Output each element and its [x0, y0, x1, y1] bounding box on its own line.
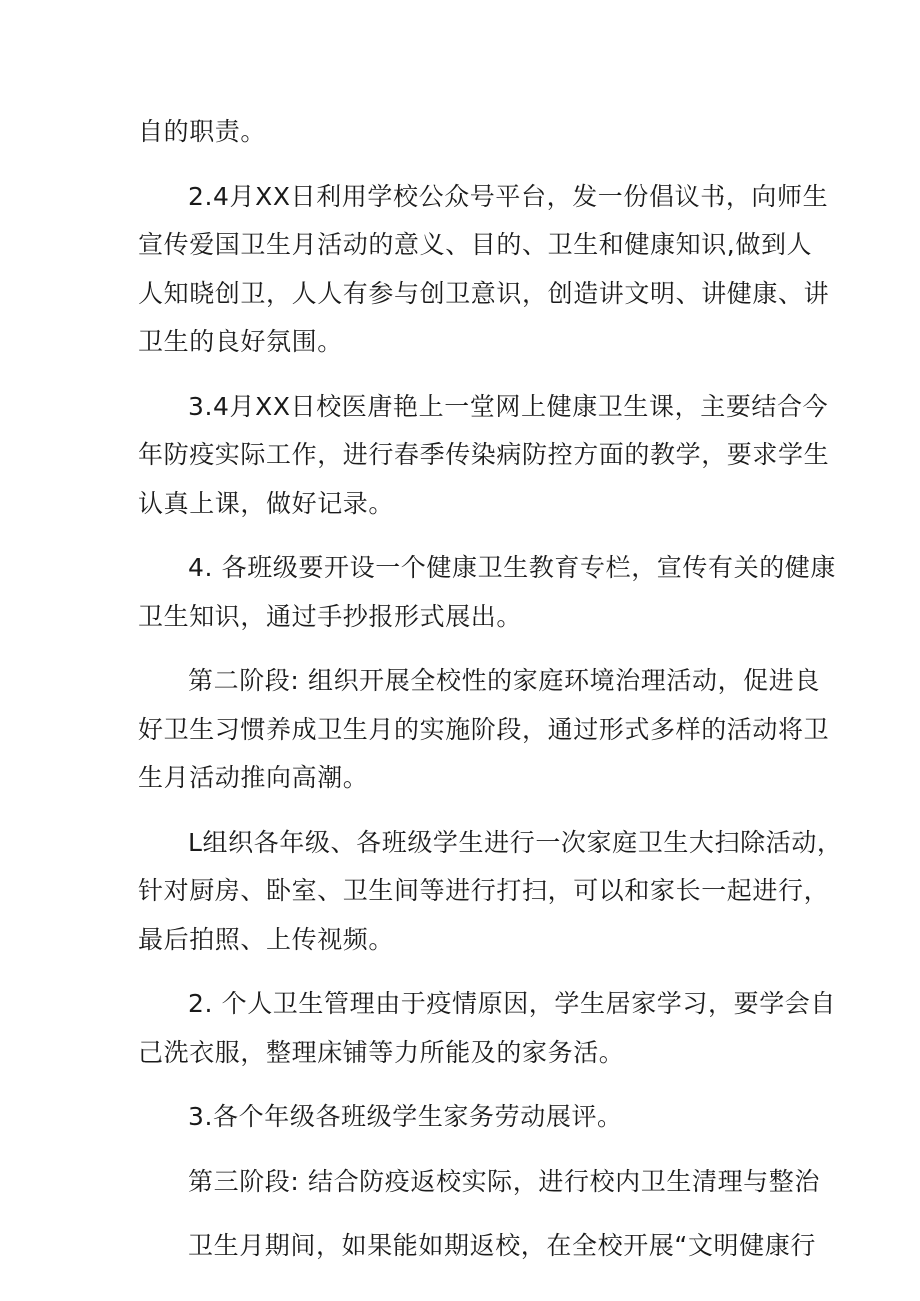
text-line: 卫生的良好氛围。 [138, 327, 343, 356]
text-line: 认真上课，做好记录。 [138, 488, 395, 518]
text-line: 卫生知识，通过手抄报形式展出。 [138, 601, 523, 631]
text-line: 好卫生习惯养成卫生月的实施阶段，通过形式多样的活动将卫 [138, 714, 830, 744]
text-line: 4. 各班级要开设一个健康卫生教育专栏，宣传有关的健康 [188, 553, 837, 582]
text-line: 自的职责。 [138, 117, 267, 146]
text-line: 宣传爱国卫生月活动的意义、目的、卫生和健康知识,做到人 [138, 230, 813, 259]
text-line: L组织各年级、各班级学生进行一次家庭卫生大扫除活动， [188, 827, 843, 857]
text-line: 第二阶段: 组织开展全校性的家庭环境治理活动，促进良 [188, 666, 820, 695]
text-line: 生月活动推向高潮。 [138, 763, 369, 792]
text-line: 2.4月XX日利用学校公众号平台，发一份倡议书，向师生 [188, 181, 829, 211]
text-line: 第三阶段: 结合防疫返校实际，进行校内卫生清理与整治 [188, 1166, 820, 1196]
text-line: 人知晓创卫，人人有参与创卫意识，创造讲文明、讲健康、讲 [138, 278, 830, 308]
document-body [138, 108, 843, 1271]
text-line: 3.4月XX日校医唐艳上一堂网上健康卫生课，主要结合今 [188, 391, 829, 421]
text-line: 针对厨房、卧室、卫生间等进行打扫，可以和家长一起进行， [138, 876, 830, 905]
text-line: 卫生月期间，如果能如期返校，在全校开展“文明健康行 [188, 1231, 816, 1260]
text-line: 最后拍照、上传视频。 [138, 924, 395, 954]
text-line: 己洗衣服，整理床铺等力所能及的家务活。 [138, 1037, 625, 1067]
text-line: 年防疫实际工作，进行春季传染病防控方面的教学，要求学生 [138, 440, 830, 469]
text-line: 2. 个人卫生管理由于疫情原因，学生居家学习，要学会自 [188, 989, 837, 1018]
text-line: 3.各个年级各班级学生家务劳动展评。 [188, 1102, 623, 1131]
